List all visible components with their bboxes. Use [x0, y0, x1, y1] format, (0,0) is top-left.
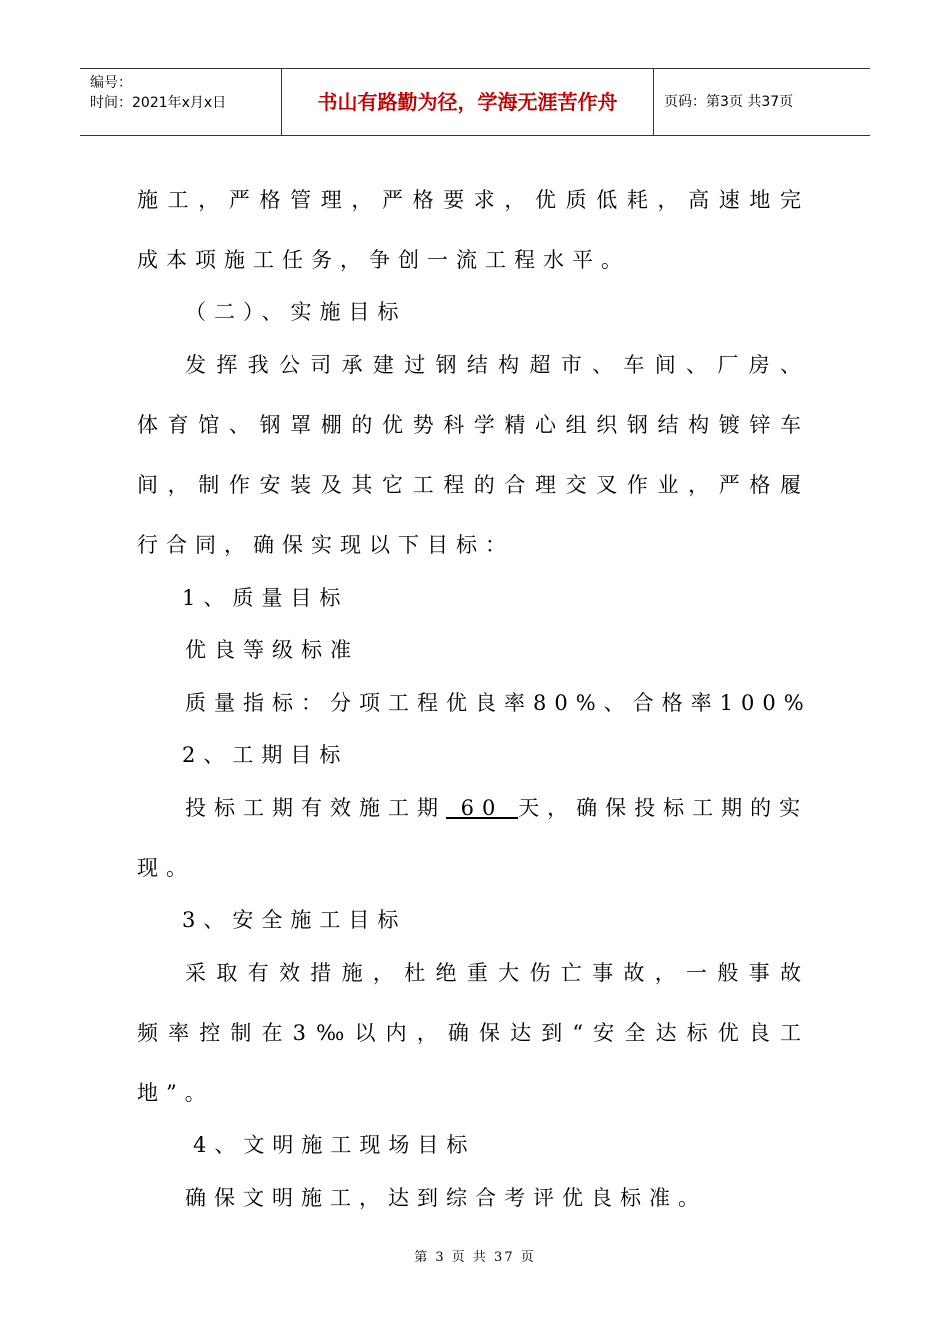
document-time-label: 时间：2021年x月x日: [90, 95, 227, 111]
subsection-heading: 2、工期目标: [182, 743, 349, 767]
paragraph-line: 成本项施工任务，争创一流工程水平。: [137, 248, 630, 272]
paragraph-line: 确保文明施工，达到综合考评优良标准。: [185, 1186, 707, 1210]
text-segment: 天，确保投标工期的实: [518, 796, 809, 820]
page-footer: 第 3 页 共 37 页: [414, 1250, 536, 1265]
page-header: [80, 68, 870, 136]
subsection-heading: 1、质量目标: [182, 586, 349, 610]
paragraph-line: 体育馆、钢罩棚的优势科学精心组织钢结构镀锌车: [137, 413, 805, 437]
paragraph-line: 间，制作安装及其它工程的合理交叉作业，严格履: [137, 473, 805, 497]
duration-value: 60: [446, 796, 519, 820]
paragraph-line: 采取有效措施，杜绝重大伤亡事故，一般事故: [185, 961, 805, 985]
paragraph-line: 地”。: [137, 1081, 214, 1105]
text-segment: 投标工期有效施工期: [185, 796, 446, 820]
paragraph-line: 发挥我公司承建过钢结构超市、车间、厂房、: [185, 353, 805, 377]
paragraph-line: 行合同，确保实现以下目标：: [137, 533, 514, 557]
header-page-info: 页码：第3页 共37页: [664, 94, 794, 110]
document-number-label: 编号：: [90, 75, 132, 91]
header-meta: [80, 69, 282, 135]
paragraph-line: 频率控制在3‰以内，确保达到“安全达标优良工: [137, 1021, 805, 1045]
subsection-heading: 4、文明施工现场目标: [193, 1133, 476, 1157]
paragraph-line: [185, 792, 808, 822]
subsection-heading: 3、安全施工目标: [182, 908, 407, 932]
paragraph-line: 质量指标：分项工程优良率80%、合格率100%: [185, 691, 812, 715]
paragraph-line: 优良等级标准: [185, 638, 359, 662]
paragraph-line: 施工，严格管理，严格要求，优质低耗，高速地完: [137, 188, 805, 212]
header-motto: 书山有路勤为径，学海无涯苦作舟: [282, 69, 654, 135]
section-heading: （二）、实施目标: [185, 300, 407, 324]
paragraph-line: 现。: [137, 856, 195, 880]
